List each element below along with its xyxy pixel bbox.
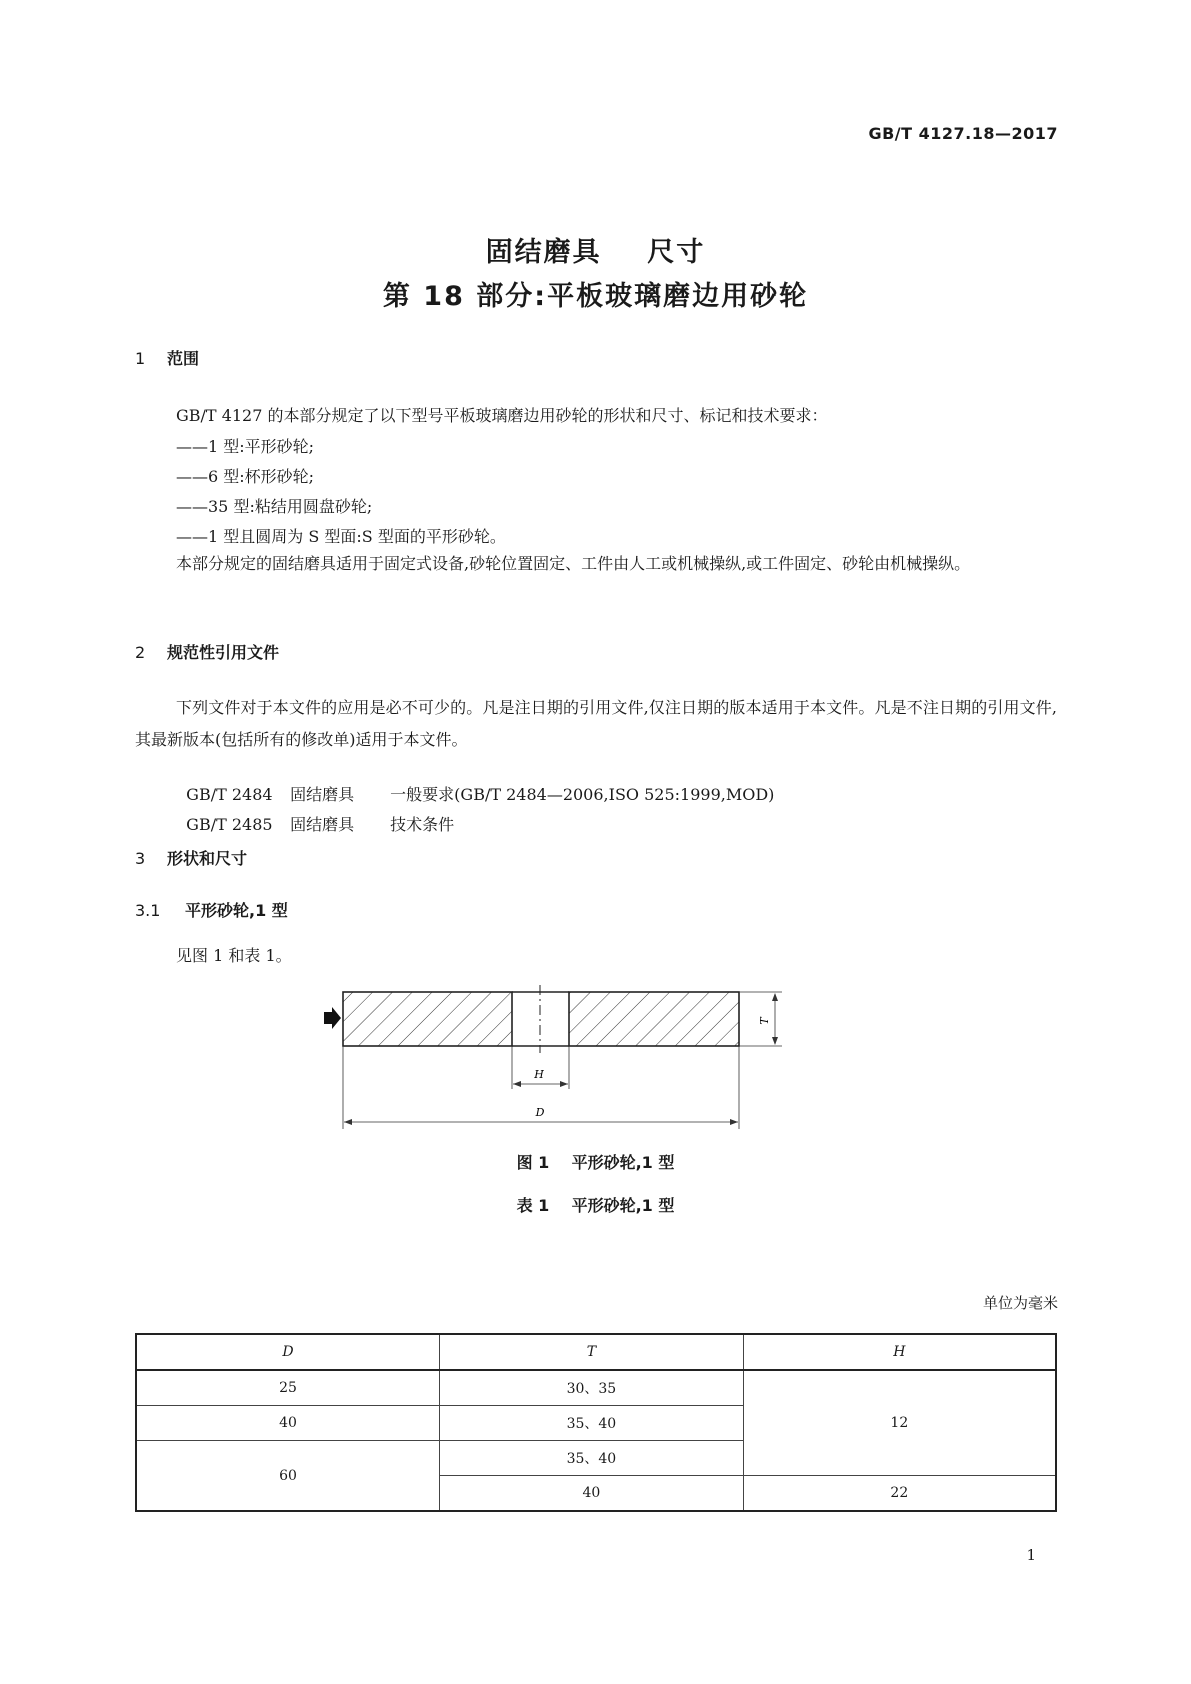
scope-application: 本部分规定的固结磨具适用于固定式设备,砂轮位置固定、工件由人工或机械操纵,或工件固定、砂轮由机械操纵。 <box>176 554 971 573</box>
dimensions-table <box>135 1333 1057 1512</box>
figure-caption: 图 1 平形砂轮,1 型 <box>516 1153 675 1172</box>
dimension-arrow-icon <box>560 1081 568 1087</box>
dimension-label-d: D <box>535 1106 545 1119</box>
document-subtitle: 第 18 部分:平板玻璃磨边用砂轮 <box>382 281 809 312</box>
section-number: 3 <box>135 849 146 868</box>
section-number: 1 <box>135 349 146 368</box>
dimension-arrow-icon <box>513 1081 521 1087</box>
scope-intro: GB/T 4127 的本部分规定了以下型号平板玻璃磨边用砂轮的形状和尺寸、标记和技术要求： <box>176 406 828 425</box>
scope-item: ——1 型且圆周为 S 型面:S 型面的平形砂轮。 <box>176 527 506 546</box>
reference-code: GB/T 2485 <box>186 815 273 834</box>
table-cell: 30、35 <box>440 1370 744 1406</box>
table-cell: 40 <box>136 1406 440 1441</box>
table-cell: 40 <box>440 1476 744 1512</box>
wheel-section-right <box>569 992 739 1046</box>
standard-code: GB/T 4127.18—2017 <box>868 124 1058 143</box>
references-intro: 下列文件对于本文件的应用是必不可少的。凡是注日期的引用文件,仅注日期的版本适用于本文件。凡是不注日期的引用文件,其最新版本(包括所有的修改单)适用于本文件。 <box>135 698 1057 749</box>
section-number: 3.1 <box>135 901 161 920</box>
scope-item: ——1 型:平形砂轮; <box>176 437 315 456</box>
column-header-h: H <box>743 1334 1056 1370</box>
table-cell: 12 <box>743 1370 1056 1476</box>
section-title: 形状和尺寸 <box>167 849 248 868</box>
table-cell: 35、40 <box>440 1406 744 1441</box>
dimension-arrow-icon <box>772 993 778 1001</box>
reference-code: GB/T 2484 <box>186 785 273 804</box>
working-face-arrow-icon <box>324 1007 341 1029</box>
table-caption: 表 1 平形砂轮,1 型 <box>516 1196 675 1215</box>
section-heading-scope <box>135 346 199 369</box>
section-title: 规范性引用文件 <box>167 643 280 662</box>
section-title: 平形砂轮,1 型 <box>185 901 288 920</box>
wheel-section-left <box>343 992 512 1046</box>
document-title: 固结磨具 尺寸 <box>485 237 706 268</box>
figure-flat-wheel-drawing <box>320 985 800 1135</box>
dimension-arrow-icon <box>772 1037 778 1045</box>
section-title: 范围 <box>167 349 200 368</box>
table-header-row <box>136 1334 1056 1370</box>
reference-desc: 技术条件 <box>390 815 455 834</box>
reference-title: 固结磨具 <box>290 815 355 834</box>
scope-item: ——35 型:粘结用圆盘砂轮; <box>176 497 373 516</box>
reference-title: 固结磨具 <box>290 785 355 804</box>
table-cell: 60 <box>136 1441 440 1512</box>
scope-item: ——6 型:杯形砂轮; <box>176 467 315 486</box>
section-number: 2 <box>135 643 146 662</box>
table-cell: 35、40 <box>440 1441 744 1476</box>
table-unit-note: 单位为毫米 <box>982 1294 1058 1312</box>
dimension-arrow-icon <box>344 1119 352 1125</box>
column-header-t: T <box>440 1334 744 1370</box>
reference-desc: 一般要求(GB/T 2484—2006,ISO 525:1999,MOD) <box>390 785 775 804</box>
section-heading-normative-references <box>135 640 279 663</box>
reference-item <box>176 793 454 835</box>
section-heading-shape-dimensions <box>135 846 247 869</box>
table-row <box>136 1370 1056 1406</box>
table-cell: 22 <box>743 1476 1056 1512</box>
subsection-heading-type1 <box>135 898 288 921</box>
dimension-arrow-icon <box>730 1119 738 1125</box>
dimension-label-h: H <box>534 1068 544 1081</box>
dimension-label-t: T <box>758 1017 771 1025</box>
column-header-d: D <box>136 1334 440 1370</box>
page-number: 1 <box>1026 1546 1036 1564</box>
table-cell: 25 <box>136 1370 440 1406</box>
section-text: 见图 1 和表 1。 <box>176 946 292 965</box>
